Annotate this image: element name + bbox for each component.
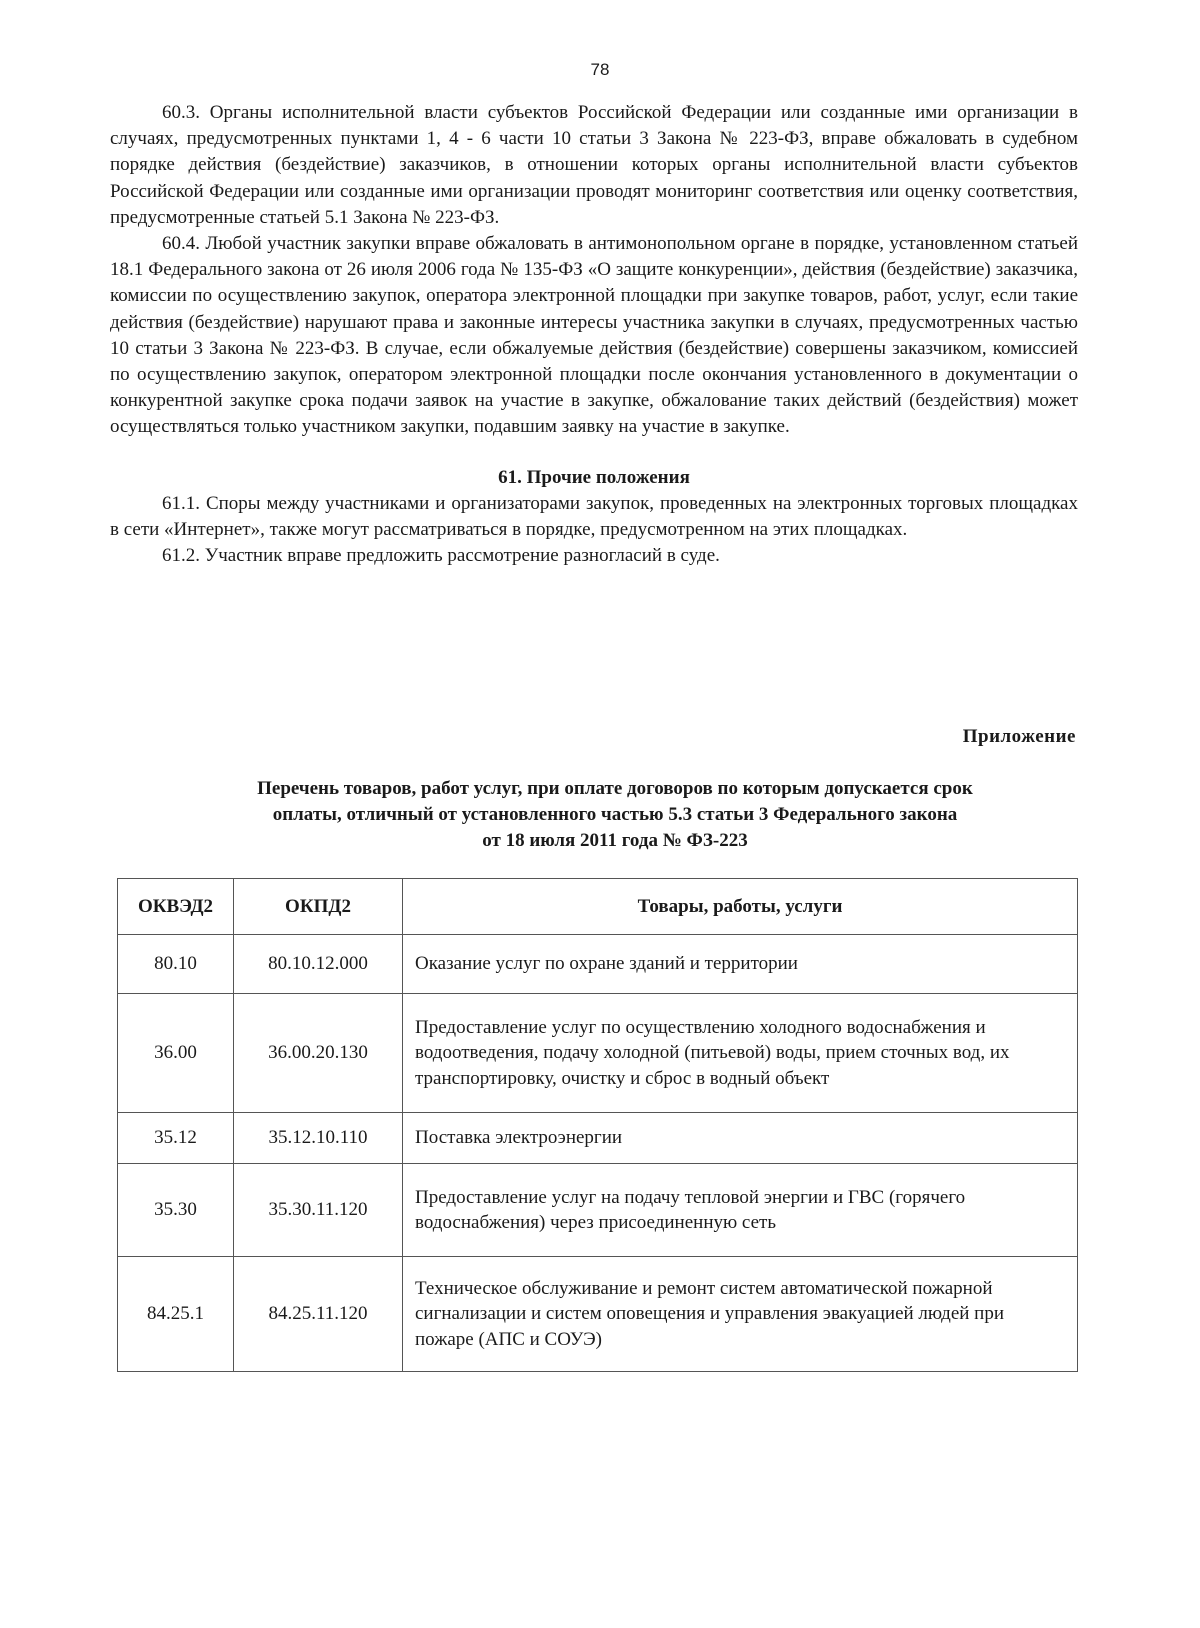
paragraph-61-1: 61.1. Споры между участниками и организаторами закупок, проведенных на электронных торговых площадках в сети «Интернет», также могут рассматриваться в порядке, предусмотренном на этих площадках. (110, 492, 1078, 540)
cell-okpd: 36.00.20.130 (234, 994, 403, 1113)
appendix-title-line-3: от 18 июля 2011 года № ФЗ-223 (482, 830, 748, 851)
cell-okpd: 84.25.11.120 (234, 1257, 403, 1372)
cell-okved: 36.00 (118, 994, 234, 1113)
table-row (118, 1113, 1078, 1164)
header-goods: Товары, работы, услуги (403, 879, 1078, 935)
appendix-title-line-1: Перечень товаров, работ услуг, при оплате договоров по которым допускается срок (257, 778, 973, 799)
page-number: 78 (590, 60, 610, 79)
section-61-title: 61. Прочие положения (498, 466, 690, 488)
header-okved: ОКВЭД2 (118, 879, 234, 935)
cell-okved: 35.30 (118, 1164, 234, 1257)
table-row (118, 1257, 1078, 1372)
cell-goods: Предоставление услуг по осуществлению холодного водоснабжения и водоотведения, подачу холодной (питьевой) воды, прием сточных вод, их транспортировку, очистку и сброс в водный объект (403, 994, 1078, 1113)
table-row (118, 935, 1078, 994)
appendix-label: Приложение (962, 726, 1076, 747)
codes-table (117, 878, 1078, 1372)
cell-okpd: 35.30.11.120 (234, 1164, 403, 1257)
cell-goods: Техническое обслуживание и ремонт систем автоматической пожарной сигнализации и систем оповещения и управления эвакуацией людей при пожаре (АПС и СОУЭ) (403, 1257, 1078, 1372)
appendix-title-line-2: оплаты, отличный от установленного частью 5.3 статьи 3 Федерального закона (272, 804, 958, 825)
table-header-row (118, 879, 1078, 935)
cell-goods: Поставка электроэнергии (403, 1113, 1078, 1164)
paragraph-60-3: 60.3. Органы исполнительной власти субъектов Российской Федерации или созданные ими организации в случаях, предусмотренных пунктами 1, 4 - 6 части 10 статьи 3 Закона № 223-ФЗ, вправе обжаловать в судебном порядке действия (бездействие) заказчиков, в отношении которых органы исполнительной власти субъектов Российской Федерации или созданные ими организации проводят мониторинг соответствия или оценку соответствия, предусмотренные статьей 5.1 Закона № 223-ФЗ. (110, 102, 1078, 228)
table-row (118, 994, 1078, 1113)
cell-okved: 80.10 (118, 935, 234, 994)
appendix-title (150, 776, 1080, 854)
header-okpd: ОКПД2 (234, 879, 403, 935)
cell-okpd: 80.10.12.000 (234, 935, 403, 994)
cell-goods: Оказание услуг по охране зданий и территории (403, 935, 1078, 994)
paragraph-61-2: 61.2. Участник вправе предложить рассмотрение разногласий в суде. (162, 545, 720, 567)
body-text (110, 100, 1078, 569)
cell-okved: 35.12 (118, 1113, 234, 1164)
cell-goods: Предоставление услуг на подачу тепловой энергии и ГВС (горячего водоснабжения) через присоединенную сеть (403, 1164, 1078, 1257)
cell-okpd: 35.12.10.110 (234, 1113, 403, 1164)
paragraph-60-4: 60.4. Любой участник закупки вправе обжаловать в антимонопольном органе в порядке, установленном статьей 18.1 Федерального закона от 26 июля 2006 года № 135-ФЗ «О защите конкуренции», действия (бездействие) заказчика, комиссии по осуществлению закупок, оператора электронной площадки при закупке товаров, работ, услуг, если такие действия (бездействие) нарушают права и законные интересы участника закупки в случаях, предусмотренных частью 10 статьи 3 Закона № 223-ФЗ. В случае, если обжалуемые действия (бездействие) совершены заказчиком, комиссией по осуществлению закупок, оператором электронной площадки после окончания установленного в документации о конкурентной закупке срока подачи заявок на участие в закупке, обжалование таких действий (бездействия) может осуществляться только участником закупки, подавшим заявку на участие в закупке. (110, 233, 1078, 438)
table-row (118, 1164, 1078, 1257)
cell-okved: 84.25.1 (118, 1257, 234, 1372)
